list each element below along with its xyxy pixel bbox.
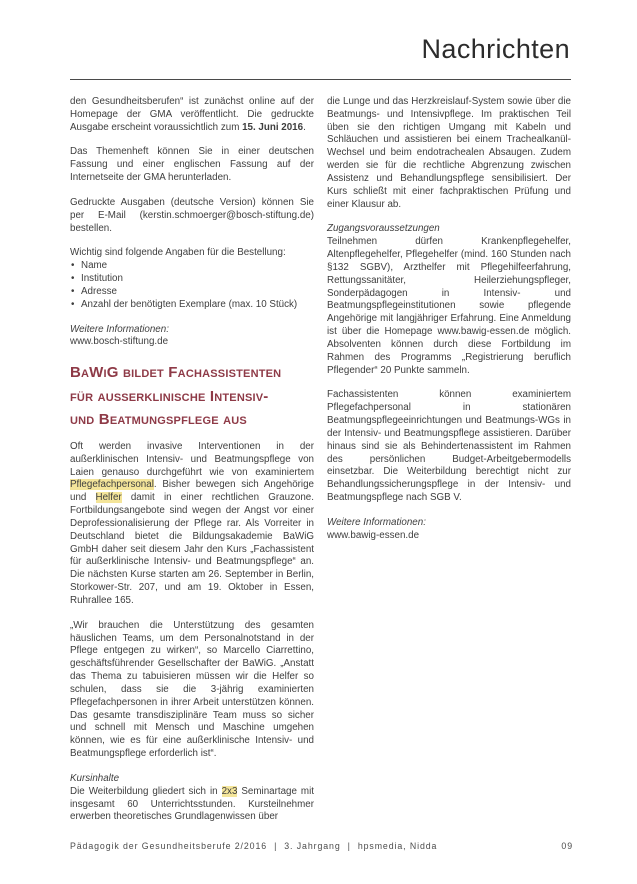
journal-title: Pädagogik der Gesundheitsberufe 2/2016 <box>70 841 268 851</box>
header-rule <box>70 79 571 80</box>
footer-separator: | <box>274 841 278 851</box>
list-item: • Anzahl der benötigten Exemplare (max. 10 Stück) <box>70 299 314 312</box>
footer-journal-info <box>70 841 437 851</box>
text-run: Wichtig sind folgende Angaben für die Bestellung: <box>70 247 286 259</box>
italic-label <box>327 517 571 530</box>
list-item: • Institution <box>70 273 314 286</box>
italic-label <box>327 223 571 236</box>
text-run: www.bawig-essen.de <box>327 529 420 541</box>
highlighted-text: Helfer <box>95 492 122 504</box>
text-run: Die Weiterbildung gliedert sich in <box>70 785 222 797</box>
highlighted-text: 2x3 <box>221 785 238 797</box>
footer-separator: | <box>347 841 351 851</box>
page-number: 09 <box>561 841 573 851</box>
text-run: www.bosch-stiftung.de <box>70 336 169 348</box>
text-run: den Gesundheitsberufen“ ist zunächst online auf der Homepage der GMA veröffentlicht. Die gedruckte Ausgabe erscheint voraussichtlich zum <box>70 96 314 133</box>
left-column <box>70 96 314 836</box>
text-run: Kursinhalte <box>70 772 120 784</box>
text-run: Weitere Informationen: <box>327 516 426 528</box>
text-run: Zugangsvoraussetzungen <box>327 223 440 235</box>
paragraph <box>327 236 571 377</box>
paragraph <box>70 197 314 235</box>
section-heading <box>70 361 314 431</box>
paragraph <box>70 146 314 184</box>
italic-label <box>70 773 314 786</box>
url-text <box>327 530 571 543</box>
text-run: . Bisher bewegen sich Angehörige und <box>70 479 314 504</box>
page-title: Nachrichten <box>421 34 570 64</box>
list-item: • Name <box>70 260 314 273</box>
paragraph <box>70 247 314 260</box>
article-content <box>70 96 571 836</box>
paragraph <box>327 96 571 211</box>
url-text <box>70 336 314 349</box>
paragraph <box>70 786 314 824</box>
journal-volume: 3. Jahrgang <box>284 841 341 851</box>
text-run: Oft werden invasive Interventionen in der außerklinischen Intensiv- und Beatmungspflege von Laien genauso durchgeführt wie von examiniertem <box>70 441 314 478</box>
text-run: Teilnehmen dürfen Krankenpflegehelfer, Altenpflegehelfer, Pflegehelfer (mind. 160 Stunden nach §132 SGBV), Arzthelfer mit Pflegehilfeerfahrung, Rettungssanitäter, Heilerziehungspfleger, Sonderpädagogen in Intensiv- und Beatmungspflegeinstitutionen sowie pflegende Angehörige mit langjähriger Erfahrung. Eine Anmeldung ist über die Homepage www.bawig-essen.de möglich. Absolventen können durch diese Fortbildung im Rahmen des Programms „Registrierung beruflich Pflegender“ 20 Punkte sammeln. <box>327 236 571 376</box>
footer <box>70 841 573 851</box>
list-item: • Adresse <box>70 286 314 299</box>
text-run: Weitere Informationen: <box>70 323 169 335</box>
paragraph <box>327 389 571 504</box>
text-run: damit in einer rechtlichen Grauzone. Fortbildungsangebote sind wegen der Angst vor einer Deprofessionalisierung der Pflege rar. Als Vorreiter in Deutschland bietet die Bildungsakademie BaWiG GmbH daher seit diesem Jahr den Kurs „Fachassistent für außerklinische Intensiv- und Beatmungspflege“ an. Die nächsten Kurse starten am 26. September in Berlin, Storkower-Str. 207, und am 19. Oktober in Essen, Ruhrallee 165. <box>70 492 314 606</box>
heading-line: BaWiG bildet Fachassistenten <box>70 364 282 382</box>
text-run: „Wir brauchen die Unterstützung des gesamten häuslichen Teams, um dem Personalnotstand in der Pflege entgegen zu wirken“, so Marcello Ciarrettino, geschäftsführender Gesellschafter der BaWiG. „Anstatt das Thema zu tabuisieren müssen wir die Helfer so schulen, dass sie die 3-jährig examinierten Pflegefachpersonen in ihrer Arbeit unterstützen können. Das gesamte transdisziplinäre Team muss so sicher und schnell mit Mensch und Maschine umgehen können, wie es für eine außerklinische Intensiv- und Beatmungspflege erforderlich ist“. <box>70 619 314 760</box>
text-run: Fachassistenten können examiniertem Pflegefachpersonal in stationären Beatmungspflegeeinrichtungen und Beatmungs-WGs in der Intensiv- und Beatmungspflege assistieren. Darüber hinaus sind sie als Behindertenassistent im Rahmen des persönlichen Budget-Arbeitgebermodells einsetzbar. Die Weiterbildung berechtigt nicht zur Behandlungssicherungspflege in der Intensiv- und Beatmungspflege nach SGB V. <box>327 389 571 504</box>
heading-line: für außerklinische Intensiv- <box>70 387 269 405</box>
journal-publisher: hpsmedia, Nidda <box>357 841 438 851</box>
text-run: die Lunge und das Herzkreislauf-System sowie über die Beatmungs- und Intensivpflege. Im praktischen Teil üben sie den richtigen Umgang mit Kabeln und Schläuchen und assistieren bei einem Trachealkanül-Wechsel und beim endotrachealen Absaugen. Zudem werden sie für die rechtliche Abgrenzung zwischen Assistenz und Behandlungspflege sensibilisiert. Der Kurs schließt mit einer fachpraktischen Prüfung und einer Klausur ab. <box>327 96 571 210</box>
paragraph <box>70 620 314 761</box>
bold-text: 15. Juni 2016 <box>242 121 304 133</box>
text-run: Gedruckte Ausgaben (deutsche Version) können Sie per E-Mail (kerstin.schmoerger@bosch-stiftung.de) bestellen. <box>70 196 314 234</box>
right-column <box>327 96 571 836</box>
text-run: Seminartage mit insgesamt 60 Unterrichtsstunden. Kursteilnehmer erwerben theoretisches Grundlagenwissen über <box>70 785 314 823</box>
bullet-list <box>70 260 314 311</box>
highlighted-text: Pflegefachpersonal <box>70 479 154 491</box>
heading-line: und Beatmungspflege aus <box>70 410 247 428</box>
paragraph <box>70 96 314 134</box>
text-run: . <box>303 121 306 133</box>
page-header <box>70 34 570 65</box>
paragraph <box>70 441 314 608</box>
italic-label <box>70 324 314 337</box>
text-run: Das Themenheft können Sie in einer deutschen Fassung und einer englischen Fassung auf der Internetseite der GMA herunterladen. <box>70 146 314 184</box>
